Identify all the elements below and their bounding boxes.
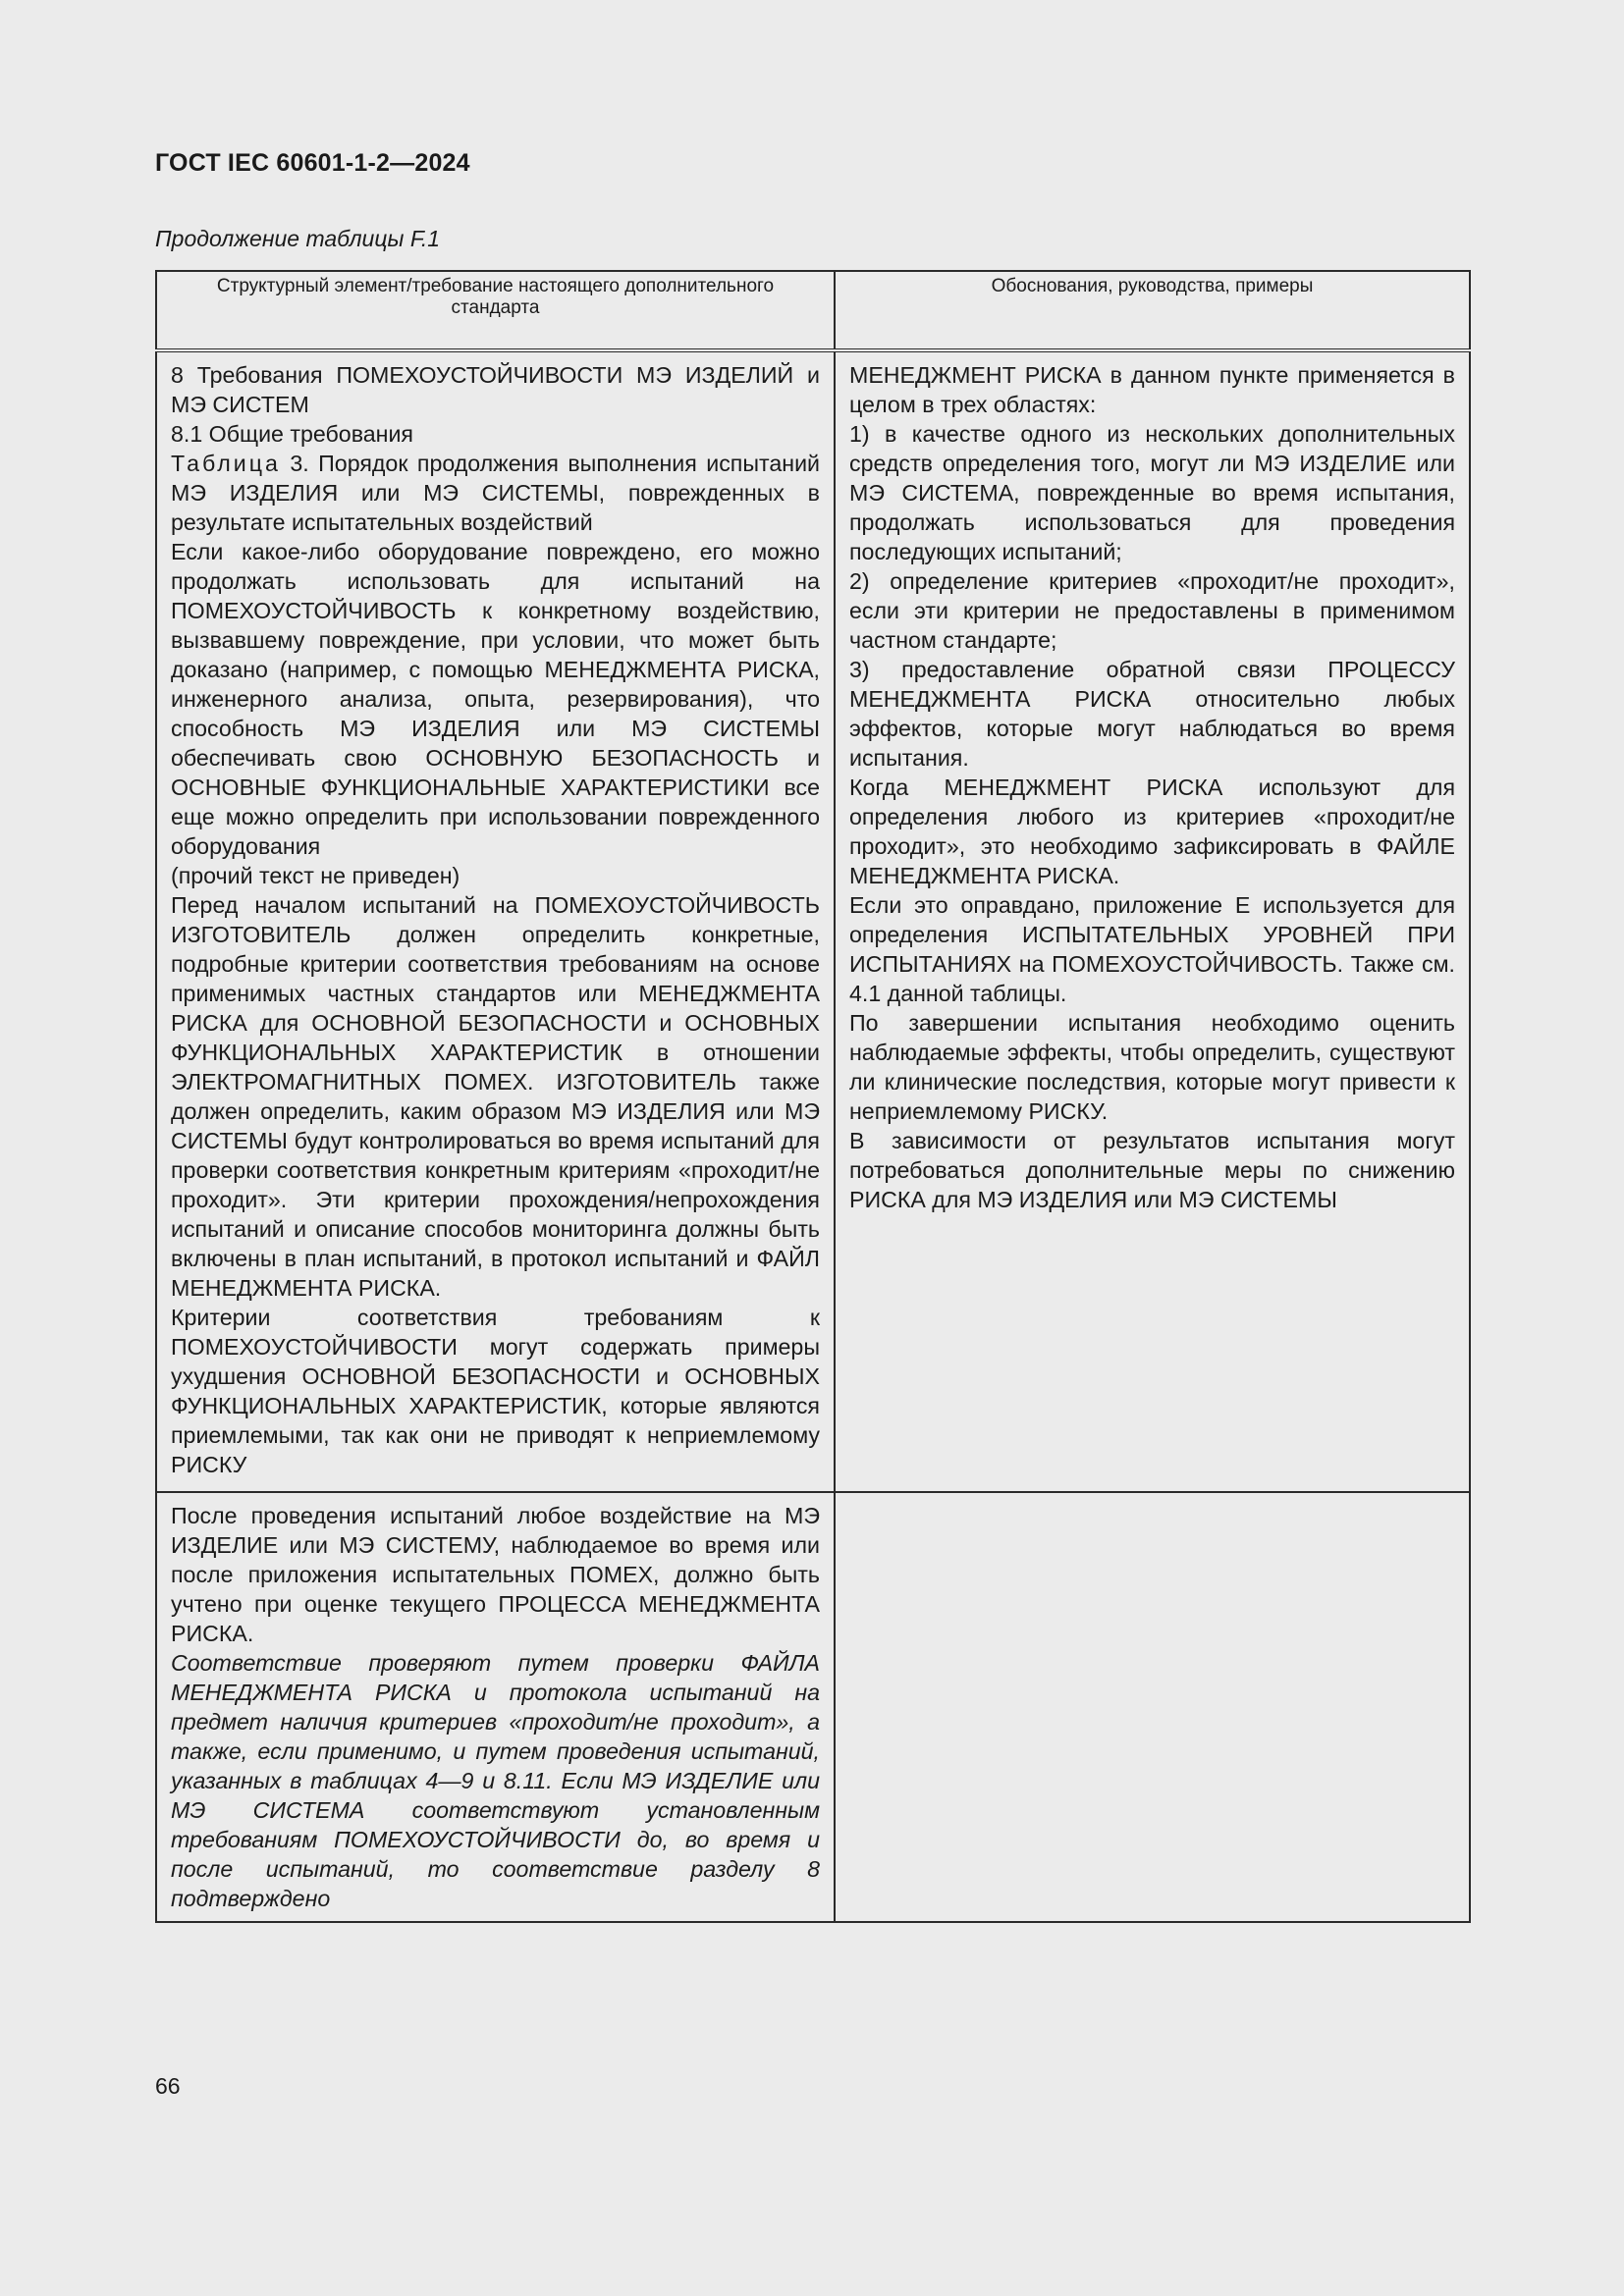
rationale-cell-empty	[835, 1492, 1470, 1922]
table-caption: Продолжение таблицы F.1	[155, 226, 441, 251]
paragraph: Когда МЕНЕДЖМЕНТ РИСКА используют для определения любого из критериев «проходит/не проходит», это необходимо зафиксировать в ФАЙЛЕ МЕНЕДЖМЕНТА РИСКА.	[849, 774, 1455, 888]
table-note-text: 3. Порядок продолжения выполнения испытаний МЭ ИЗДЕЛИЯ или МЭ СИСТЕМЫ, поврежденных в результате испытательных воздействий	[171, 451, 820, 535]
paragraph: (прочий текст не приведен)	[171, 863, 460, 888]
rationale-cell	[835, 350, 1470, 1492]
page-number: 66	[155, 2073, 181, 2099]
column-header-requirement: Структурный элемент/требование настоящего дополнительного стандарта	[156, 271, 835, 350]
table-row	[156, 1492, 1470, 1922]
document-header: ГОСТ IEC 60601-1-2—2024	[155, 149, 470, 177]
paragraph: МЕНЕДЖМЕНТ РИСКА в данном пункте применяется в целом в трех областях:	[849, 362, 1455, 417]
compliance-paragraph: Соответствие проверяют путем проверки ФАЙЛА МЕНЕДЖМЕНТА РИСКА и протокола испытаний на предмет наличия критериев «проходит/не проходит», а также, если применимо, и путем проведения испытаний, указанных в таблицах 4—9 и 8.11. Если МЭ ИЗДЕЛИЕ или МЭ СИСТЕМА соответствуют установленным требованиям ПОМЕХОУСТОЙЧИВОСТИ до, во время и после испытаний, то соответствие разделу 8 подтверждено	[171, 1650, 820, 1911]
table-row	[156, 350, 1470, 1492]
paragraph: Перед началом испытаний на ПОМЕХОУСТОЙЧИВОСТЬ ИЗГОТОВИТЕЛЬ должен определить конкретные, подробные критерии соответствия требованиям на основе применимых частных стандартов или МЕНЕДЖМЕНТА РИСКА для ОСНОВНОЙ БЕЗОПАСНОСТИ и ОСНОВНЫХ ФУНКЦИОНАЛЬНЫХ ХАРАКТЕРИСТИК в отношении ЭЛЕКТРОМАГНИТНЫХ ПОМЕХ. ИЗГОТОВИТЕЛЬ также должен определить, каким образом МЭ ИЗДЕЛИЯ или МЭ СИСТЕМЫ будут контролироваться во время испытаний для проверки соответствия конкретным критериям «проходит/не проходит». Эти критерии прохождения/непрохождения испытаний и описание способов мониторинга должны быть включены в план испытаний, в протокол испытаний и ФАЙЛ МЕНЕДЖМЕНТА РИСКА.	[171, 892, 820, 1301]
paragraph: 3) предоставление обратной связи ПРОЦЕССУ МЕНЕДЖМЕНТА РИСКА относительно любых эффектов, которые могут наблюдаться во время испытания.	[849, 657, 1455, 771]
column-header-rationale: Обоснования, руководства, примеры	[835, 271, 1470, 350]
table-note-label: Таблица	[171, 451, 281, 476]
paragraph: Если это оправдано, приложение Е используется для определения ИСПЫТАТЕЛЬНЫХ УРОВНЕЙ ПРИ ИСПЫТАНИЯХ на ПОМЕХОУСТОЙЧИВОСТЬ. Также см. 4.1 данной таблицы.	[849, 892, 1455, 1006]
requirement-cell	[156, 350, 835, 1492]
paragraph: 1) в качестве одного из нескольких дополнительных средств определения того, могут ли МЭ ИЗДЕЛИЕ или МЭ СИСТЕМА, поврежденные во время испытания, продолжать использоваться для проведения последующих испытаний;	[849, 421, 1455, 564]
requirement-cell	[156, 1492, 835, 1922]
subsection-title: 8.1 Общие требования	[171, 421, 413, 447]
table-header-row	[156, 271, 1470, 350]
requirements-table	[155, 270, 1471, 1923]
paragraph: 2) определение критериев «проходит/не проходит», если эти критерии не предоставлены в применимом частном стандарте;	[849, 568, 1455, 653]
paragraph: В зависимости от результатов испытания могут потребоваться дополнительные меры по снижению РИСКА для МЭ ИЗДЕЛИЯ или МЭ СИСТЕМЫ	[849, 1128, 1455, 1212]
table-note	[171, 449, 820, 537]
paragraph: Критерии соответствия требованиям к ПОМЕХОУСТОЙЧИВОСТИ могут содержать примеры ухудшения ОСНОВНОЙ БЕЗОПАСНОСТИ и ОСНОВНЫХ ФУНКЦИОНАЛЬНЫХ ХАРАКТЕРИСТИК, которые являются приемлемыми, так как они не приводят к неприемлемому РИСКУ	[171, 1305, 820, 1477]
paragraph: После проведения испытаний любое воздействие на МЭ ИЗДЕЛИЕ или МЭ СИСТЕМУ, наблюдаемое во время или после приложения испытательных ПОМЕХ, должно быть учтено при оценке текущего ПРОЦЕССА МЕНЕДЖМЕНТА РИСКА.	[171, 1503, 820, 1646]
paragraph: Если какое-либо оборудование повреждено, его можно продолжать использовать для испытаний на ПОМЕХОУСТОЙЧИВОСТЬ к конкретному воздействию, вызвавшему повреждение, при условии, что может быть доказано (например, с помощью МЕНЕДЖМЕНТА РИСКА, инженерного анализа, опыта, резервирования), что способность МЭ ИЗДЕЛИЯ или МЭ СИСТЕМЫ обеспечивать свою ОСНОВНУЮ БЕЗОПАСНОСТЬ и ОСНОВНЫЕ ФУНКЦИОНАЛЬНЫЕ ХАРАКТЕРИСТИКИ все еще можно определить при использовании поврежденного оборудования	[171, 539, 820, 859]
section-title: 8 Требования ПОМЕХОУСТОЙЧИВОСТИ МЭ ИЗДЕЛИЙ и МЭ СИСТЕМ	[171, 362, 820, 417]
paragraph: По завершении испытания необходимо оценить наблюдаемые эффекты, чтобы определить, существуют ли клинические последствия, которые могут привести к неприемлемому РИСКУ.	[849, 1010, 1455, 1124]
